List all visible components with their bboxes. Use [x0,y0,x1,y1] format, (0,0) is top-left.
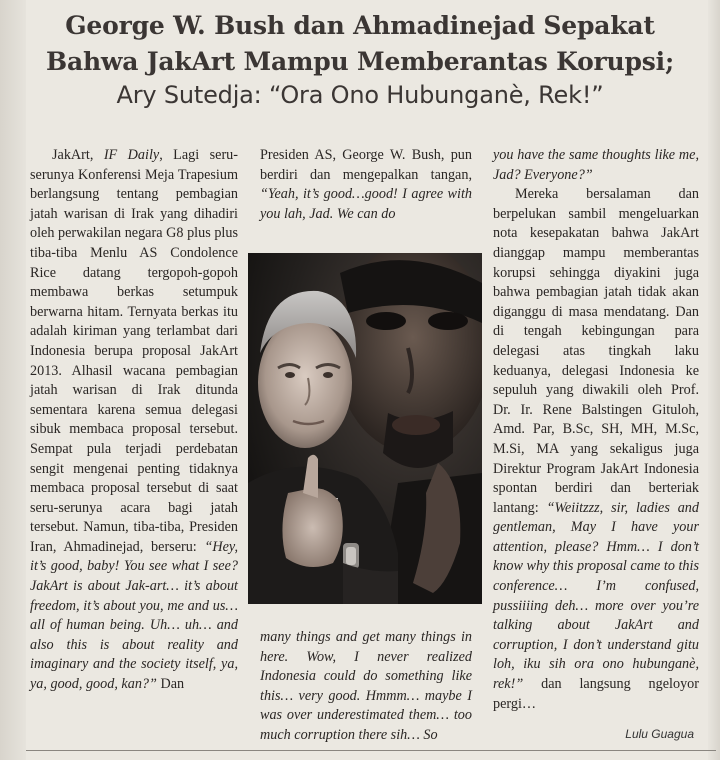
text-run: JakArt, [52,147,104,163]
paragraph [260,628,472,746]
bottom-rule [26,750,716,751]
author-credit: Lulu Guagua [625,727,694,741]
photo-illustration [248,253,482,604]
page-edge-right [708,0,720,760]
publication-name: IF Daily [103,147,160,163]
quote-bush-continued: many things and get many things in here. Wow, I never realized Indonesia could do something like this… very good. Hmmm… maybe I was over underestimated them… too much corruption there sih… So [260,629,472,743]
text-run: Dan [156,676,185,693]
text-run: Presiden AS, George W. Bush, pun berdiri dan mengepalkan tangan, [260,147,472,183]
page-edge-left [0,0,26,760]
column-3 [493,146,699,714]
paragraph [30,146,238,695]
column-1 [30,146,238,695]
title-line-2: Bahwa JakArt Mampu Memberantas Korupsi; [46,47,674,76]
article-subtitle: Ary Sutedja: “Ora Ono Hubunganè, Rek!” [116,81,604,109]
quote-ahmadinejad: “Hey, it’s good, baby! You see what I see? JakArt is about Jak-art… it’s about freedom, it’s about you, me and us… all of human being. Uh… uh… and also this is about reality and imaginary and the society itself, ya, ya, good, good, kan?” [30,538,238,693]
quote-indonesian-delegate: “Weiitzzz, sir, ladies and gentleman, May I have your attention, please? Hmm… I don’t know why this proposal came to this conference… I’m confused, pussiiiing deh… more over you’re talking about JakArt and corruption, I don’t understand gitu loh, iku sih ora ono hubunganè, rek!” [493,499,699,693]
paragraph [260,146,472,224]
paragraph [493,146,699,185]
text-run: Mereka bersalaman dan berpelukan sambil mengeluarkan nota kesepakatan bahwa JakArt dianggap mampu memberantas korupsi sehingga diyakini juga bahwa pembagian jatah tidak akan diganggu di masa mendatang. Dan di tengah kebingungan para delegasi atas tingkah laku keduanya, delegasi Indonesia ke sepuluh yang diwakili oleh Prof. Dr. Ir. Rene Balstingen Gituloh, Amd. Par, B.Sc, SH, MH, M.Sc, M.Si, MA yang sekaligus juga Direktur Program JakArt Indonesia spontan berdiri dan berteriak lantang: [493,186,699,516]
bush-ahmadinejad-photo [248,253,482,604]
text-run: dan langsung ngeloyor pergi… [493,676,699,712]
quote-bush-end: you have the same thoughts like me, Jad? Everyone?” [493,147,699,183]
text-run: , Lagi seru-serunya Konferensi Meja Trapesium berlangsung tentang pembagian jatah warisan di Irak yang dihadiri oleh perwakilan negara G8 plus plus tiba-tiba Menlu AS Condolence Rice datang tergopoh-gopoh membawa berkas setumpuk berwarna hitam. Ternyata berkas itu adalah kiriman yang terlambat dari Indonesia berupa proposal JakArt 2013. Alhasil wacana pembagian jatah warisan di Irak ditunda sementara karena semua delegasi sibuk membaca proposal tersebut. Sempat pula terjadi perdebatan sengit mengenai penting tidaknya membaca proposal tersebut di saat seru-serunya acara bagi jatah tersebut. Namun, tiba-tiba, Presiden Iran, Ahmadinejad, berseru: [30,147,238,555]
column-2-bottom [260,628,472,746]
article-title [40,8,680,80]
title-line-1: George W. Bush dan Ahmadinejad Sepakat [65,11,655,40]
column-2-top [260,146,472,224]
paragraph [493,185,699,714]
quote-bush: “Yeah, it’s good…good! I agree with you lah, Jad. We can do [260,186,472,222]
